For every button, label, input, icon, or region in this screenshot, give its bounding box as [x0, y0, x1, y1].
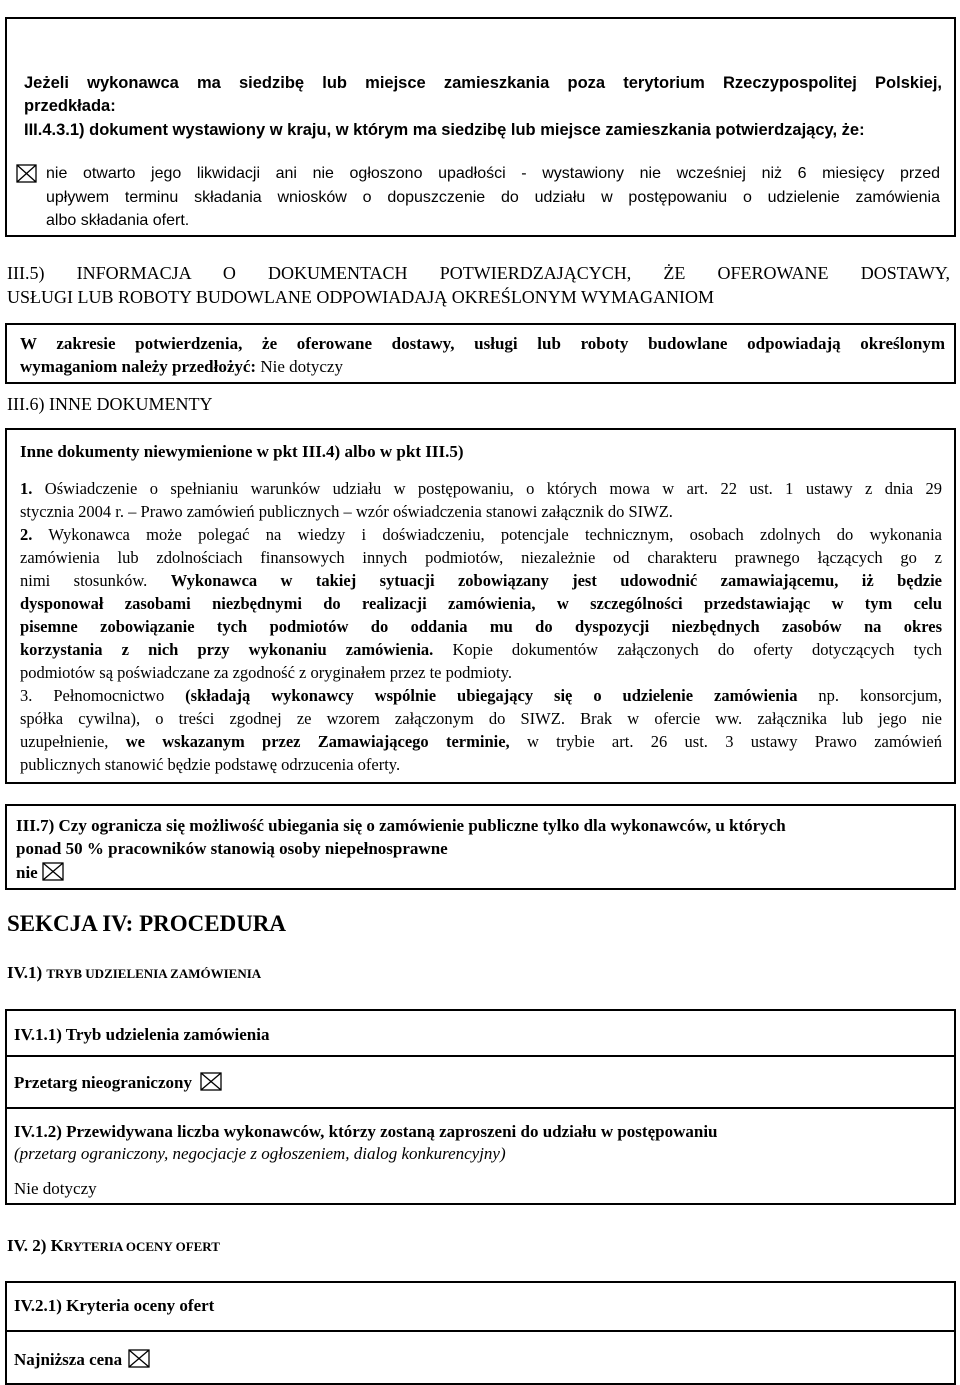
iii6-p1-line1-text: Oświadczenie o spełnianiu warunków udziału w postępowaniu, o których mowa w art. 22 ust. 1 ustawy z dnia 29 [44, 479, 943, 498]
iii6-p2-line6 [20, 638, 942, 661]
iii7-line2: ponad 50 % pracowników stanowią osoby niepełnosprawne [16, 839, 448, 858]
iii6-p1-num: 1. [20, 479, 33, 498]
iv21-heading: IV.2.1) Kryteria oceny ofert [14, 1296, 215, 1315]
iv11-divider1 [5, 1055, 956, 1057]
iv11-heading: IV.1.1) Tryb udzielenia zamówienia [14, 1025, 270, 1044]
przetarg-text: Przetarg nieograniczony [14, 1073, 192, 1092]
checked-box-icon [16, 164, 37, 183]
iii6-p2-line3b: Wykonawca w takiej sytuacji zobowiązany jest udowodnić zamawiającemu, iż będzie [170, 571, 942, 590]
iii6-p3-line2: spółka cywilna), o treści zgodnej ze wzorem załączonym do SIWZ. Brak w ofercie ww. załącznika lub jego nie [20, 709, 942, 728]
iii6-p1-line1 [20, 477, 942, 500]
checked-box-icon [128, 1349, 150, 1368]
iii4-line3 [24, 121, 865, 140]
iii6-subheading: Inne dokumenty niewymienione w pkt III.4) albo w pkt III.5) [20, 442, 464, 461]
iii6-body [20, 477, 942, 776]
iii5-text-line2-label: wymaganiom należy przedłożyć: [20, 357, 257, 376]
iii6-p2-line1-text: Wykonawca może polegać na wiedzy i doświadczeniu, potencjale technicznym, osobach zdolnych do wykonania [48, 525, 942, 544]
iii6-p2-line2: zamówienia lub zdolnościach finansowych innych podmiotów, niezależnie od charakteru prawnego łączących go z [20, 548, 942, 567]
iv1-heading [7, 963, 261, 983]
iii6-p3-line3b: we wskazanym przez Zamawiającego terminie, [125, 732, 510, 751]
najnizsza-option [14, 1349, 150, 1370]
przetarg-option [14, 1072, 222, 1093]
iii5-value: Nie dotyczy [260, 357, 343, 376]
iii4-line1: Jeżeli wykonawca ma siedzibę lub miejsce zamieszkania poza terytorium Rzeczypospolitej Polskiej, [24, 74, 942, 92]
iii7-line1: III.7) Czy ogranicza się możliwość ubiegania się o zamówienie publiczne tylko dla wykonawców, u których [16, 816, 786, 835]
iii6-p3-line1c: np. konsorcjum, [818, 686, 943, 705]
iii6-p2-line3a: nimi stosunków. [20, 571, 148, 590]
checked-box-icon [200, 1072, 222, 1091]
iii7-answer [16, 862, 64, 883]
iv12-value: Nie dotyczy [14, 1179, 97, 1198]
iv21-divider [5, 1330, 956, 1332]
iii7-answer-text: nie [16, 863, 38, 882]
iv1-text: TRYB UDZIELENIA ZAMÓWIENIA [46, 966, 262, 981]
najnizsza-text: Najniższa cena [14, 1350, 123, 1369]
iii6-p2-num: 2. [20, 525, 33, 544]
iii6-p2-line5: pisemne zobowiązanie tych podmiotów do oddania mu do dyspozycji niezbędnych zasobów na okres [20, 617, 942, 636]
iii6-p2-line1 [20, 523, 942, 546]
iii6-p3-line3 [20, 730, 942, 753]
iii6-p2-line7: podmiotów są poświadczane za zgodność z oryginałem przez te podmioty. [20, 663, 512, 682]
iii6-p3-line1a: 3. Pełnomocnictwo [20, 686, 165, 705]
iv2-heading [7, 1236, 220, 1256]
iii6-heading: III.6) INNE DOKUMENTY [7, 394, 213, 414]
iii4-line2: przedkłada: [24, 97, 116, 115]
iii6-p3-line1b: (składają wykonawcy wspólnie ubiegający się o udzielenie zamówienia [185, 686, 798, 705]
checked-box-icon [42, 862, 64, 881]
iii5-text-line1: W zakresie potwierdzenia, że oferowane dostawy, usługi lub roboty budowlane odpowiadają określonym [20, 334, 945, 353]
iii6-p3-line3c: w trybie art. 26 ust. 3 ustawy Prawo zamówień [526, 732, 943, 751]
iii6-p3-line3a: uzupełnienie, [20, 732, 109, 751]
iii6-p1-line2: stycznia 2004 r. – Prawo zamówień publicznych – wzór oświadczenia stanowi załącznik do SIWZ. [20, 502, 673, 521]
iii5-heading-line1: III.5) INFORMACJA O DOKUMENTACH POTWIERDZAJĄCYCH, ŻE OFEROWANE DOSTAWY, [7, 263, 950, 283]
iv2-text: RYTERIA OCENY OFERT [63, 1239, 220, 1254]
section-iv-title: SEKCJA IV: PROCEDURA [7, 911, 287, 936]
iii6-p2-line6a: korzystania z nich przy wykonaniu zamówienia. [20, 640, 434, 659]
iii6-p3-line1 [20, 684, 942, 707]
iv12-note: (przetarg ograniczony, negocjacje z ogłoszeniem, dialog konkurencyjny) [14, 1144, 506, 1163]
iii4-line3-text: III.4.3.1) dokument wystawiony w kraju, w którym ma siedzibę lub miejsce zamieszkania potwierdzający, że: [24, 121, 865, 139]
iii6-p3-line4: publicznych stanowić będzie podstawę odrzucenia oferty. [20, 755, 401, 774]
iv12-heading: IV.1.2) Przewidywana liczba wykonawców, którzy zostaną zaproszeni do udziału w postępowaniu [14, 1122, 718, 1141]
iii5-text-line2 [20, 357, 343, 377]
iii4-checkbox-line1: nie otwarto jego likwidacji ani nie ogłoszono upadłości - wystawiony nie wcześniej niż 6 miesięcy przed [46, 165, 940, 182]
iv2-label: IV. 2) K [7, 1236, 64, 1255]
iv11-divider2 [5, 1107, 956, 1109]
iii4-checkbox-line3: albo składania ofert. [46, 212, 190, 229]
iii6-p2-line4: dysponował zasobami niezbędnymi do realizacji zamówienia, w szczególności przedstawiając w tym celu [20, 594, 942, 613]
iv1-label: IV.1) [7, 963, 43, 982]
iii4-checkbox-line2: upływem terminu składania wniosków o dopuszczenie do udziału w postępowaniu o udzielenie zamówienia [46, 189, 940, 206]
iii5-heading-line2: USŁUGI LUB ROBOTY BUDOWLANE ODPOWIADAJĄ OKREŚLONYM WYMAGANIOM [7, 287, 714, 307]
iii6-p2-line3 [20, 569, 942, 592]
iii6-p2-line6b: Kopie dokumentów załączonych do oferty dotyczących tych [452, 640, 943, 659]
